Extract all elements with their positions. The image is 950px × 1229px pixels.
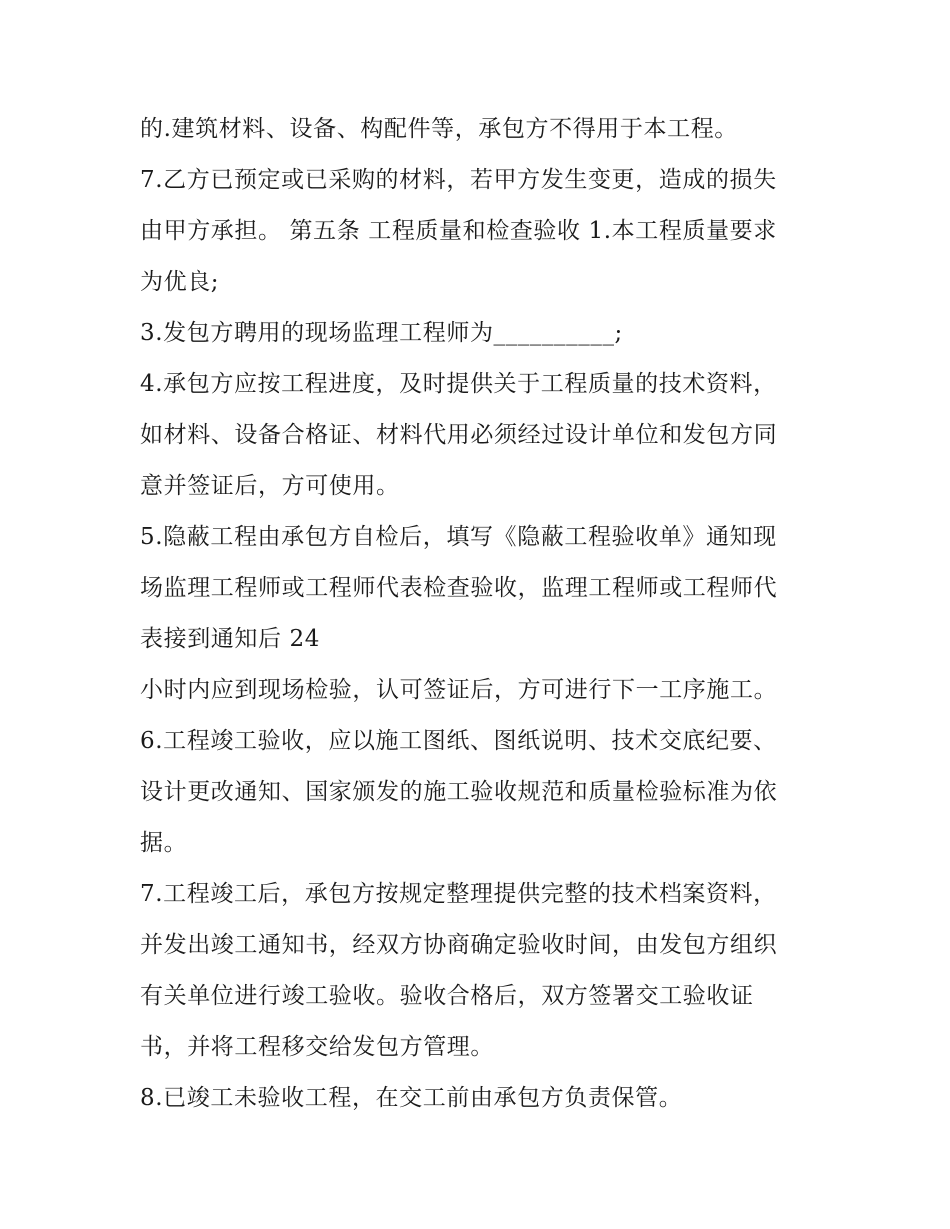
text-line: 表接到通知后 24	[140, 626, 320, 652]
text-line: 6.工程竣工验收，应以施工图纸、图纸说明、技术交底纪要、	[140, 728, 777, 754]
text-line: 书，并将工程移交给发包方管理。	[140, 1034, 494, 1060]
text-line: 有关单位进行竣工验收。验收合格后，双方签署交工验收证	[140, 983, 754, 1009]
text-line: 为优良;	[140, 269, 220, 295]
text-line: 如材料、设备合格证、材料代用必须经过设计单位和发包方同	[140, 422, 778, 448]
text-line: 设计更改通知、国家颁发的施工验收规范和质量检验标准为依	[140, 779, 778, 805]
text-line: 3.发包方聘用的现场监理工程师为__________;	[140, 320, 623, 346]
text-line: 8.已竣工未验收工程，在交工前由承包方负责保管。	[140, 1085, 683, 1111]
document-body	[140, 108, 820, 1128]
text-line: 意并签证后，方可使用。	[140, 473, 400, 499]
text-line: 小时内应到现场检验，认可签证后，方可进行下一工序施工。	[140, 677, 778, 703]
text-line: 据。	[140, 830, 188, 856]
text-line: 的.建筑材料、设备、构配件等，承包方不得用于本工程。	[140, 116, 738, 142]
text-line: 并发出竣工通知书，经双方协商确定验收时间，由发包方组织	[140, 932, 778, 958]
text-line: 4.承包方应按工程进度，及时提供关于工程质量的技术资料，	[140, 371, 777, 397]
text-line: 场监理工程师或工程师代表检查验收，监理工程师或工程师代	[140, 575, 778, 601]
text-line: 7.乙方已预定或已采购的材料，若甲方发生变更，造成的损失	[140, 167, 777, 193]
text-line: 7.工程竣工后，承包方按规定整理提供完整的技术档案资料，	[140, 881, 777, 907]
text-line: 5.隐蔽工程由承包方自检后，填写《隐蔽工程验收单》通知现	[140, 524, 777, 550]
text-line: 由甲方承担。 第五条 工程质量和检查验收 1.本工程质量要求	[140, 218, 777, 244]
